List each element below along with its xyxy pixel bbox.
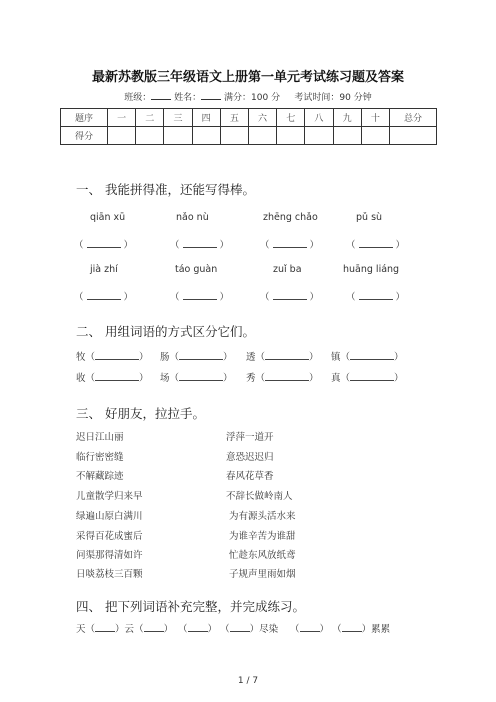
blank-line[interactable] (95, 351, 139, 360)
word-group-item (76, 349, 149, 363)
poem-right-line[interactable]: 春风花草香 (226, 471, 274, 482)
table-header-cell: 十 (361, 109, 389, 127)
blank-line[interactable] (87, 240, 121, 248)
close-paren: ） (123, 240, 134, 251)
score-cell[interactable] (361, 127, 389, 145)
poem-right-line[interactable]: 浮萍一道开 (226, 432, 274, 443)
score-table-score-row (61, 127, 437, 145)
class-label: 班级： (124, 93, 152, 103)
blank-line[interactable] (342, 623, 362, 632)
poem-left-line[interactable]: 迟日江山丽 (76, 432, 124, 443)
close-paren: ） (361, 624, 372, 635)
page-title: 最新苏教版三年级语文上册第一单元考试练习题及答案 (91, 70, 404, 85)
idiom-fill-row (290, 621, 390, 635)
open-paren: （ (178, 624, 188, 635)
blank-line[interactable] (179, 372, 223, 381)
table-header-cell: 二 (136, 109, 164, 127)
score-cell[interactable] (220, 127, 248, 145)
score-cell[interactable] (305, 127, 333, 145)
table-header-cell: 八 (305, 109, 333, 127)
full-score: 满分：100 分 (224, 93, 281, 103)
table-header-cell: 九 (333, 109, 361, 127)
score-row-label: 得分 (61, 127, 108, 145)
blank-line[interactable] (359, 292, 393, 300)
open-paren: （ (255, 352, 266, 363)
word-group-item (331, 349, 404, 363)
pinyin-item: nǎo nù (176, 212, 209, 223)
pinyin-item: táo guàn (175, 264, 218, 275)
pinyin-item: zuǐ ba (273, 264, 302, 275)
blank-line[interactable] (273, 292, 307, 300)
character: 秀 (246, 373, 256, 384)
open-paren: （ (255, 373, 266, 384)
table-header-cell: 三 (164, 109, 192, 127)
close-paren: ） (394, 373, 404, 384)
blank-line[interactable] (87, 292, 121, 300)
close-paren: ） (219, 292, 230, 303)
character: 镇 (331, 352, 341, 363)
idiom-char: 尽染 (259, 624, 279, 635)
blank-line[interactable] (359, 240, 393, 248)
close-paren: ） (223, 373, 233, 384)
open-paren: （ (85, 373, 96, 384)
answer-blank[interactable] (170, 289, 229, 303)
idiom-char: 云 (124, 624, 135, 635)
blank-line[interactable] (188, 623, 208, 632)
poem-right-line[interactable]: 为有源头活水来 (229, 511, 296, 522)
open-paren: （ (170, 240, 180, 251)
open-paren: （ (74, 292, 84, 303)
score-cell[interactable] (248, 127, 276, 145)
poem-right-line[interactable]: 子规声里雨如烟 (229, 569, 296, 580)
word-group-item (246, 349, 319, 363)
blank-line[interactable] (179, 351, 223, 360)
close-paren: ） (223, 352, 233, 363)
close-paren: ） (395, 240, 406, 251)
close-paren: ） (123, 292, 134, 303)
poem-right-line[interactable]: 意恐迟迟归 (226, 452, 274, 463)
close-paren: ） (219, 240, 230, 251)
blank-line[interactable] (144, 623, 164, 632)
open-paren: （ (169, 373, 180, 384)
character: 场 (160, 373, 170, 384)
poem-left-line[interactable]: 采得百花成蜜后 (76, 531, 143, 542)
poem-right-line[interactable]: 不辞长做岭南人 (226, 491, 293, 502)
score-cell[interactable] (164, 127, 192, 145)
word-group-item (331, 370, 404, 384)
poem-left-line[interactable]: 儿童散学归来早 (76, 491, 143, 502)
open-paren: （ (346, 292, 356, 303)
pinyin-item: qiān xū (90, 212, 126, 223)
character: 牧 (76, 352, 86, 363)
score-cell[interactable] (108, 127, 136, 145)
idiom-char: 累累 (371, 624, 391, 635)
table-header-cell: 七 (277, 109, 305, 127)
poem-left-line[interactable]: 问渠那得清如许 (76, 550, 143, 561)
close-paren: ） (309, 240, 320, 251)
poem-left-line[interactable]: 临行密密缝 (76, 452, 124, 463)
idiom-char: 天 (76, 624, 86, 635)
close-paren: ） (309, 292, 320, 303)
table-header-cell: 一 (108, 109, 136, 127)
open-paren: （ (170, 292, 180, 303)
open-paren: （ (346, 240, 356, 251)
section3-heading: 三、 好朋友，拉拉手。 (76, 406, 205, 421)
section1-heading: 一、 我能拼得准，还能写得棒。 (76, 182, 255, 197)
score-cell[interactable] (192, 127, 220, 145)
page-number: 1 / 7 (237, 676, 259, 686)
open-paren: （ (220, 624, 230, 635)
score-cell[interactable] (136, 127, 164, 145)
idiom-fill-row (178, 621, 278, 635)
answer-blank[interactable] (346, 237, 405, 251)
poem-left-line[interactable]: 绿遍山原白满川 (76, 511, 143, 522)
blank-line[interactable] (183, 292, 217, 300)
blank-line[interactable] (95, 623, 115, 632)
blank-line[interactable] (265, 372, 309, 381)
open-paren: （ (85, 624, 96, 635)
blank-line[interactable] (350, 372, 394, 381)
answer-blank[interactable] (170, 237, 229, 251)
poem-left-line[interactable]: 不解藏踪迹 (76, 471, 124, 482)
blank-line[interactable] (230, 623, 250, 632)
blank-line[interactable] (273, 240, 307, 248)
open-paren: （ (134, 624, 144, 635)
open-paren: （ (340, 352, 351, 363)
name-label: 姓名： (174, 93, 202, 103)
blank-line[interactable] (183, 240, 217, 248)
word-group-item (160, 349, 233, 363)
blank-line[interactable] (300, 623, 320, 632)
close-paren: ） (207, 624, 218, 635)
blank-line[interactable] (350, 351, 394, 360)
close-paren: ） (319, 624, 330, 635)
table-header-cell: 六 (248, 109, 276, 127)
word-group-item (246, 370, 319, 384)
score-table-header-row (61, 109, 437, 127)
pinyin-item: pǔ sù (356, 212, 383, 223)
pinyin-item: jià zhí (90, 264, 118, 275)
table-header-cell: 五 (220, 109, 248, 127)
table-header-cell: 总分 (390, 109, 437, 127)
blank-line[interactable] (95, 372, 139, 381)
character: 透 (246, 352, 256, 363)
open-paren: （ (169, 352, 180, 363)
open-paren: （ (260, 240, 270, 251)
close-paren: ） (115, 624, 125, 635)
table-header-cell: 四 (192, 109, 220, 127)
score-cell[interactable] (333, 127, 361, 145)
close-paren: ） (394, 352, 404, 363)
open-paren: （ (340, 373, 351, 384)
class-blank[interactable] (151, 91, 171, 100)
poem-right-line[interactable]: 忙趁东风放纸鸢 (229, 550, 296, 561)
close-paren: ） (309, 352, 319, 363)
name-blank[interactable] (201, 91, 221, 100)
answer-blank[interactable] (346, 289, 405, 303)
character: 收 (76, 373, 86, 384)
exam-info (0, 90, 496, 103)
open-paren: （ (74, 240, 84, 251)
section2-heading: 二、 用组词语的方式区分它们。 (76, 324, 255, 339)
idiom-fill-row (76, 621, 173, 635)
answer-blank[interactable] (260, 237, 319, 251)
open-paren: （ (290, 624, 300, 635)
score-cell[interactable] (390, 127, 437, 145)
close-paren: ） (309, 373, 319, 384)
poem-right-line[interactable]: 为谁辛苦为谁甜 (229, 531, 296, 542)
table-header-cell: 题序 (61, 109, 108, 127)
character: 肠 (160, 352, 170, 363)
close-paren: ） (163, 624, 174, 635)
close-paren: ） (139, 352, 149, 363)
section4-heading: 四、 把下列词语补充完整，并完成练习。 (76, 599, 305, 614)
pinyin-item: zhēng chǎo (263, 212, 318, 223)
exam-time: 考试时间：90 分钟 (294, 93, 372, 103)
score-cell[interactable] (277, 127, 305, 145)
word-group-item (76, 370, 149, 384)
poem-left-line[interactable]: 日啖荔枝三百颗 (76, 569, 143, 580)
open-paren: （ (260, 292, 270, 303)
score-table (60, 108, 437, 145)
answer-blank[interactable] (74, 289, 133, 303)
word-group-item (160, 370, 233, 384)
close-paren: ） (395, 292, 406, 303)
open-paren: （ (332, 624, 342, 635)
character: 真 (331, 373, 341, 384)
answer-blank[interactable] (260, 289, 319, 303)
answer-blank[interactable] (74, 237, 133, 251)
pinyin-item: huāng liáng (343, 264, 400, 275)
close-paren: ） (249, 624, 260, 635)
close-paren: ） (139, 373, 149, 384)
blank-line[interactable] (265, 351, 309, 360)
open-paren: （ (85, 352, 96, 363)
